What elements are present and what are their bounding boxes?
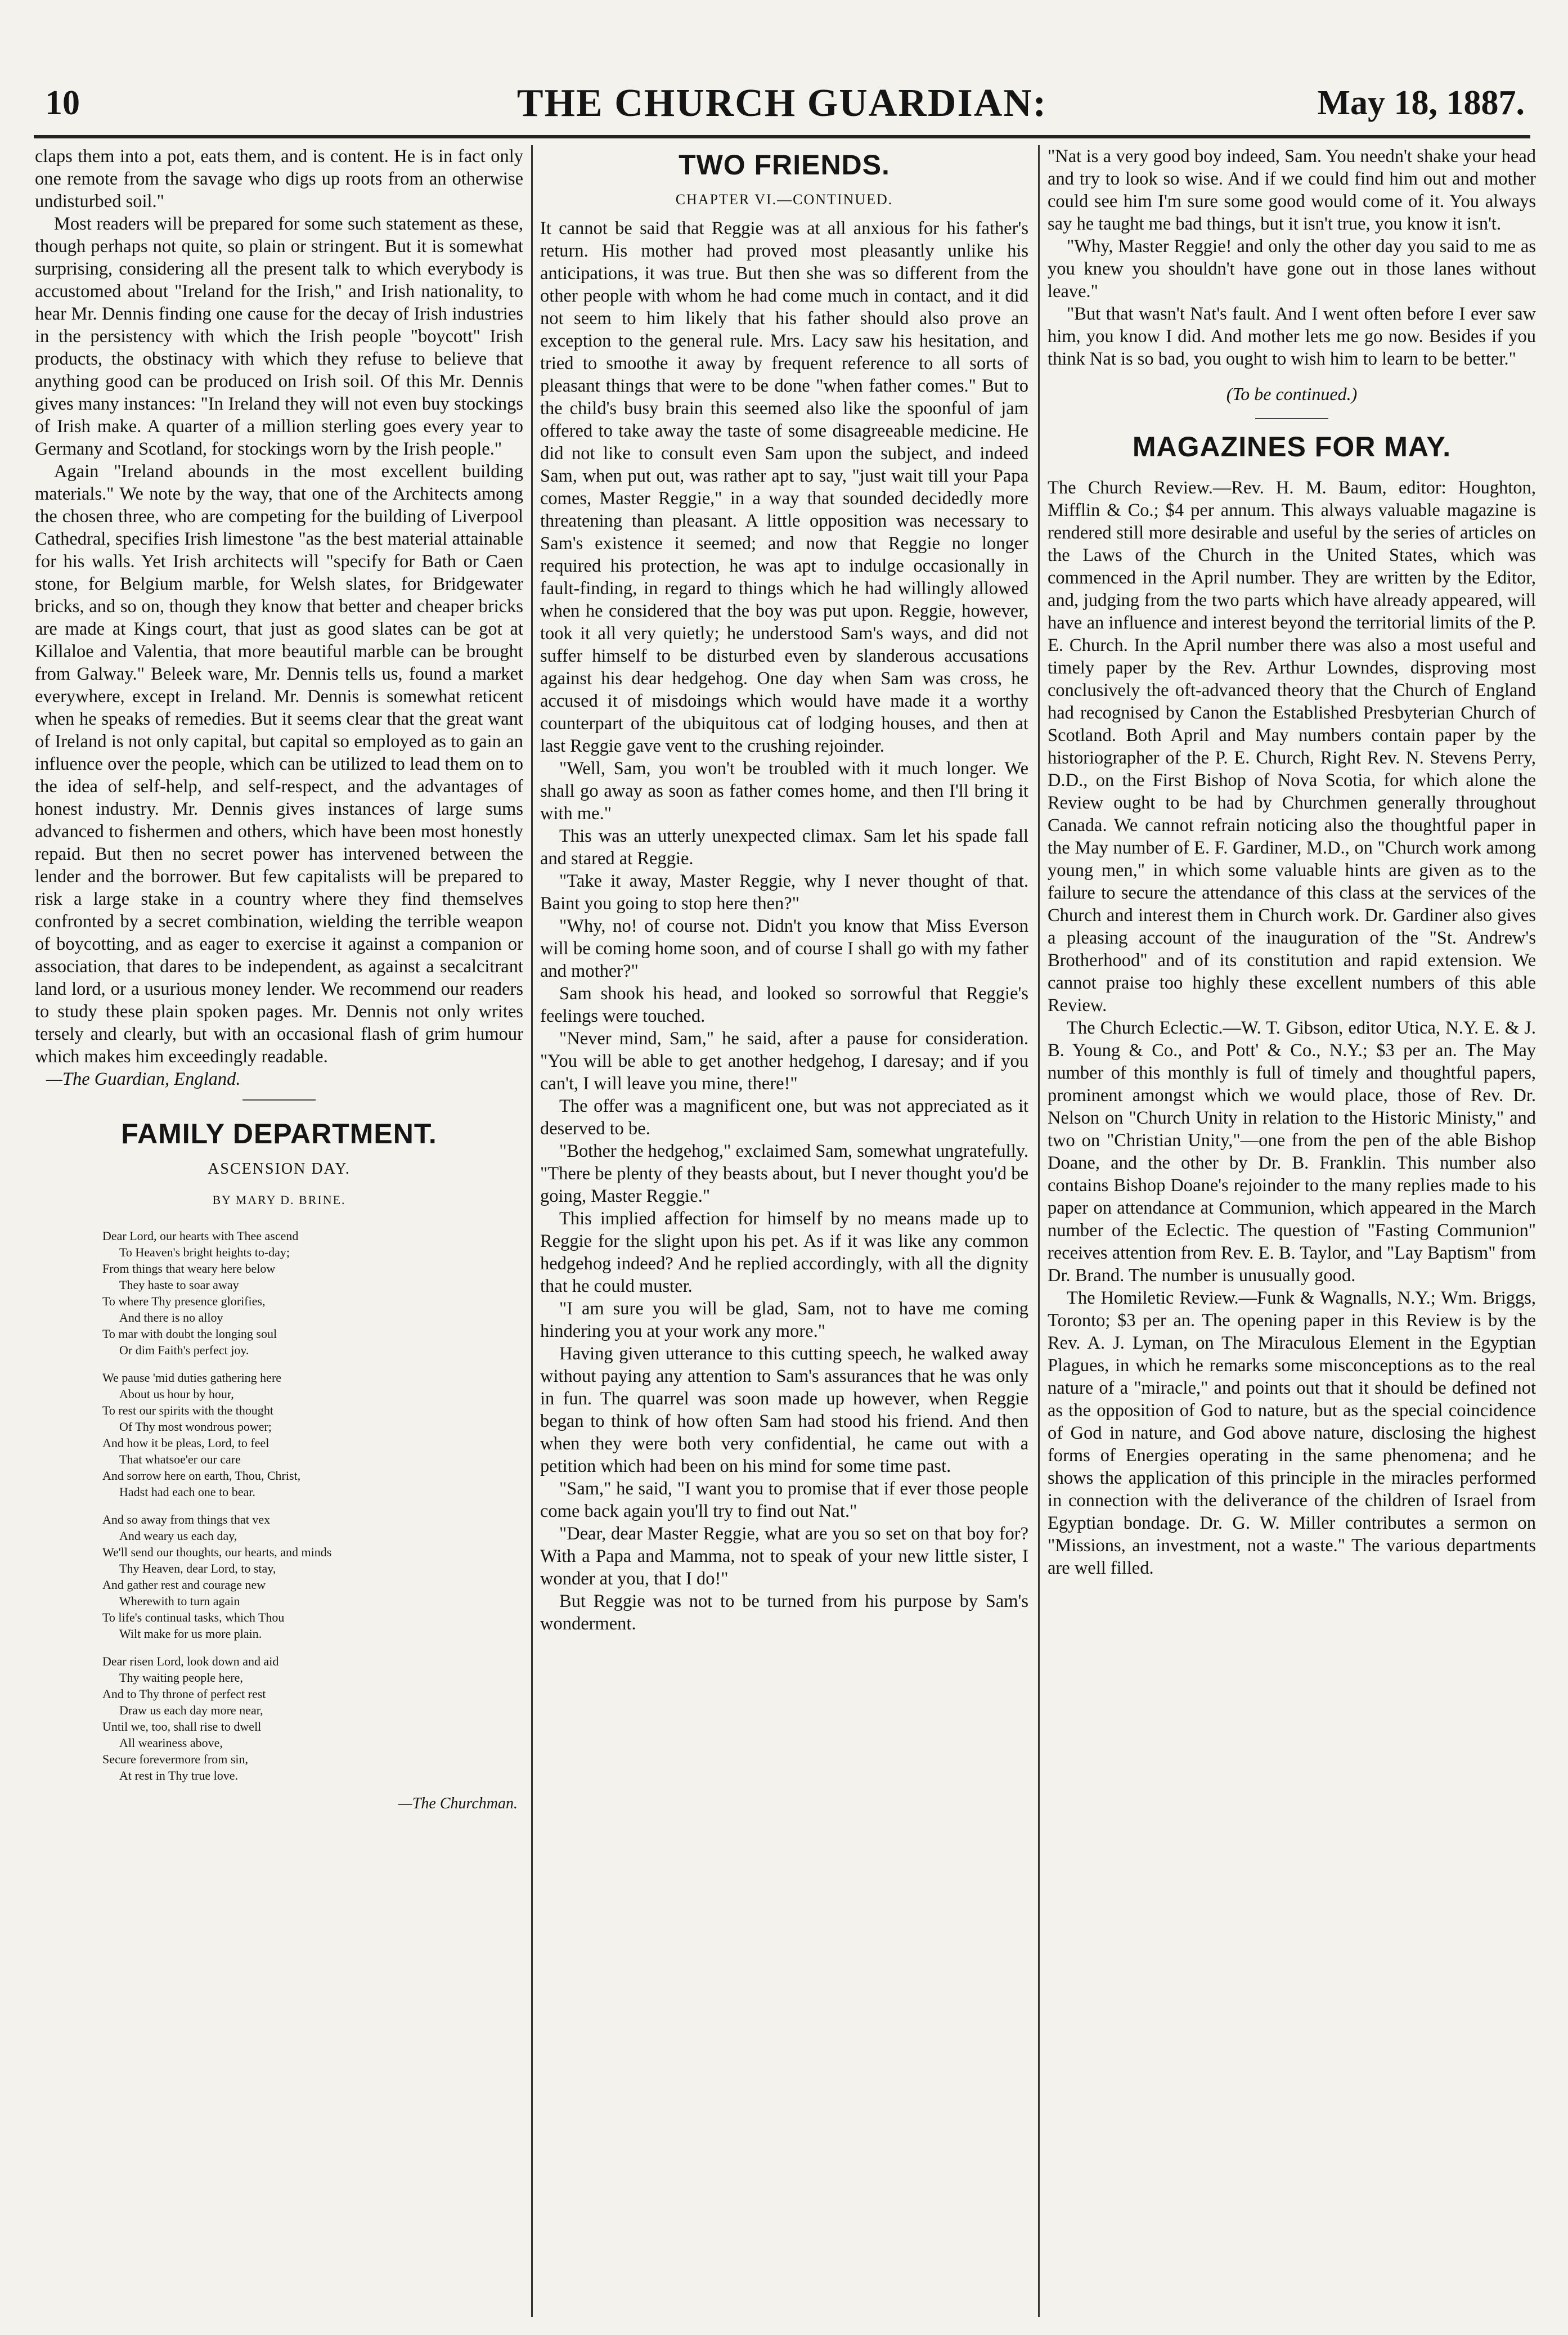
poem-line: And sorrow here on earth, Thou, Christ, <box>102 1469 301 1483</box>
article-paragraph: Most readers will be prepared for some such statement as these, though perhaps not quite, so plain or stringent. But it is somewhat surprising, considering all the present talk to which everybody is accustomed about "Ireland for the Irish," and Irish nationality, to hear Mr. Dennis finding one cause for the decay of Irish industries in the persistency with which the Irish people "boycott" Irish products, the obstinacy with which they refuse to believe that anything good can be produced on Irish soil. Of this Mr. Dennis gives many instances: "In Ireland they will not even buy stockings of Irish make. A quarter of a million sterling goes every year to Germany and Scotland, for stockings worn by the Irish people." <box>35 214 523 459</box>
section-rule <box>1255 418 1328 419</box>
poem-line: To Heaven's bright heights to-day; <box>119 1245 290 1259</box>
story-paragraph: "Bother the hedgehog," exclaimed Sam, somewhat ungratefully. "There be plenty of they beasts about, but I never thought you'd be going, Master Reggie." <box>540 1141 1028 1206</box>
poem-line: Thy waiting people here, <box>119 1671 243 1685</box>
story-paragraph: "Well, Sam, you won't be troubled with it much longer. We shall go away as soon as father comes home, and then I'll bring it with me." <box>540 758 1028 824</box>
poem-line: And gather rest and courage new <box>102 1578 266 1592</box>
article-source: —The Guardian, England. <box>46 1069 241 1089</box>
story-paragraph: "Why, no! of course not. Didn't you know that Miss Everson will be coming home soon, and of course I shall go with my father and mother?" <box>540 916 1028 981</box>
column-left <box>35 145 523 2317</box>
story-paragraph: This was an utterly unexpected climax. Sam let his spade fall and stared at Reggie. <box>540 826 1028 869</box>
magazine-review: The Church Review.—Rev. H. M. Baum, editor: Houghton, Mifflin & Co.; $4 per annum. This always valuable magazine is rendered still more desirable and useful by the series of articles on the Laws of the Church in the United States, which was commenced in the April number. They are written by the Editor, and, judging from the two parts which have already appeared, will have an influence and interest beyond the territorial limits of the P. E. Church. In the April number there was also a most useful and timely paper by the Rev. Arthur Lowndes, disproving most conclusively the oft-advanced theory that the Church of England had recognised by Canon the Established Presbyterian Church of Scotland. Both April and May numbers contain paper by the historiographer of the P. E. Church, Right Rev. N. Stevens Perry, D.D., on the First Bishop of Nova Scotia, for which alone the Review ought to be had by Churchmen generally throughout Canada. We cannot refrain noticing also the thoughtful paper in the May number of E. F. Gardiner, M.D., on "Church work among young men," in which some valuable hints are given as to the failure to secure the attendance of this class at the services of the Church and interest them in Church work. Dr. Gardiner also gives a pleasing account of the inauguration of the "St. Andrew's Brotherhood" and of its constitution and rapid extension. We cannot praise too highly these excellent numbers of this able Review. <box>1048 478 1536 1016</box>
story-paragraph: This implied affection for himself by no means made up to Reggie for the slight upon his pet. As if it was like any common hedgehog indeed? And he replied accordingly, with all the dignity that he could muster. <box>540 1209 1028 1296</box>
story-heading: TWO FRIENDS. <box>679 149 890 181</box>
poem-line: They haste to soar away <box>119 1278 239 1292</box>
poem-line: Of Thy most wondrous power; <box>119 1420 272 1434</box>
newspaper-title: THE CHURCH GUARDIAN: <box>516 82 1048 125</box>
family-department-heading: FAMILY DEPARTMENT. <box>121 1118 437 1149</box>
poem-stanza <box>102 1511 523 1642</box>
magazine-review: The Church Eclectic.—W. T. Gibson, editor Utica, N.Y. E. & J. B. Young & Co., and Pott' & Co., N.Y.; $3 per an. The May number of this monthly is full of timely and thoughtful papers, prominent amongst which we would place, those of Rev. Dr. Nelson on "Church Unity in relation to the Historic Ministy," and two on "Christian Unity,"—one from the pen of the able Bishop Doane, and the other by Dr. B. Franklin. This number also contains Bishop Doane's rejoinder to the many replies made to his paper on attendance at Communion, which appeared in the March number of the Eclectic. The question of "Fasting Communion" receives attention from Rev. E. B. Taylor, and "Lay Baptism" from Dr. Brand. The number is unusually good. <box>1048 1018 1536 1286</box>
story-paragraph: "I am sure you will be glad, Sam, not to have me coming hindering you at your work any more." <box>540 1299 1028 1341</box>
story-paragraph: It cannot be said that Reggie was at all anxious for his father's return. His mother had proved most pleasantly unlike his anticipations, it was true. But then she was so different from the other people with whom he had come much in contact, and it did not seem to him likely that his father should also prove an exception to the general rule. Mrs. Lacy saw his hesitation, and tried to smoothe it away by frequent reference to all sorts of pleasant things that were to be done "when father comes." But to the child's busy brain this seemed also like the spoonful of jam offered to take away the taste of some disagreeable medicine. He did not like to consult even Sam upon the subject, and indeed Sam, when put out, was rather apt to say, "just wait till your Papa comes, Master Reggie," in a way that sounded decidedly more threatening than pleasant. A little opposition was necessary to Sam's existence it seemed; and now that Reggie no longer required his protection, he was apt to indulge occasionally in fault-finding, in regard to things which he had willingly allowed when he considered that the boy was put upon. Reggie, however, took it all very quietly; he understood Sam's ways, and did not suffer himself to be disturbed even by slanderous accusations against his dear hedgehog. One day when Sam was cross, he accused it of misdoings which would have made it a worthy counterpart of the ubiquitous cat of lodging houses, and then at last Reggie gave vent to the crushing rejoinder. <box>540 218 1028 756</box>
to-be-continued: (To be continued.) <box>1226 384 1358 404</box>
poem-source: —The Churchman. <box>398 1795 518 1812</box>
story-paragraph: Sam shook his head, and looked so sorrowful that Reggie's feelings were touched. <box>540 984 1028 1026</box>
column-right <box>1048 145 1536 2317</box>
magazine-review: The Homiletic Review.—Funk & Wagnalls, N.Y.; Wm. Briggs, Toronto; $3 per an. The opening paper in this Review is by the Rev. A. J. Lyman, on The Miraculous Element in the Egyptian Plagues, in which he remarks some misconceptions as to the real nature of a "miracle," and points out that it should be defined not as the opposition of God to nature, but as the special coincidence of God in nature, and God above nature, disclosing the highest forms of Energies operating in the same phenomena; and he shows the application of this principle in the miracles performed in connection with the deliverance of the children of Israel from Egyptian bondage. Dr. G. W. Miller contributes a sermon on "Missions, an investment, not a waste." The various departments are well filled. <box>1048 1288 1536 1578</box>
poem-stanza <box>102 1653 523 1784</box>
poem-line: All weariness above, <box>119 1736 223 1750</box>
story-paragraph: Having given utterance to this cutting speech, he walked away without paying any attention to Sam's assurances that he was only in fun. The quarrel was soon made up however, when Reggie began to think of how often Sam had stood his friend. And then when they were both very confidential, he came out with a petition which had been on his mind for some time past. <box>540 1344 1028 1476</box>
story-paragraph: "But that wasn't Nat's fault. And I went often before I ever saw him, you know I did. And mother lets me go now. Besides if you think Nat is so bad, you ought to wish him to learn to be better." <box>1048 304 1536 369</box>
poem <box>102 1228 523 1784</box>
poem-line: And how it be pleas, Lord, to feel <box>102 1436 269 1450</box>
chapter-label: CHAPTER VI.—CONTINUED. <box>675 191 893 208</box>
poem-line: And so away from things that vex <box>102 1512 271 1526</box>
poem-line: From things that weary here below <box>102 1261 276 1276</box>
poem-line: Secure forevermore from sin, <box>102 1752 249 1766</box>
poem-line: To where Thy presence glorifies, <box>102 1294 266 1308</box>
poem-line: About us hour by hour, <box>119 1387 234 1401</box>
story-paragraph: "Sam," he said, "I want you to promise that if ever those people come back again you'll try to find out Nat." <box>540 1479 1028 1521</box>
poem-line: That whatsoe'er our care <box>119 1452 241 1466</box>
poem-line: At rest in Thy true love. <box>119 1768 238 1782</box>
poem-line: And weary us each day, <box>119 1529 237 1543</box>
poem-line: To life's continual tasks, which Thou <box>102 1610 285 1624</box>
poem-line: Wilt make for us more plain. <box>119 1627 262 1641</box>
column-divider <box>1038 145 1040 2317</box>
column-middle <box>540 145 1028 2317</box>
poem-line: Draw us each day more near, <box>119 1703 263 1717</box>
masthead-rule <box>34 135 1530 138</box>
poem-line: Dear Lord, our hearts with Thee ascend <box>102 1229 299 1243</box>
poem-author: BY MARY D. BRINE. <box>212 1193 346 1207</box>
story-paragraph: "Nat is a very good boy indeed, Sam. You needn't shake your head and try to look so wise. And if we could find him out and mother could see him I'm sure some good would come of it. You always say he taught me bad things, but it isn't true, you know it isn't. <box>1048 146 1536 234</box>
poem-line: And there is no alloy <box>119 1310 223 1324</box>
poem-line: Until we, too, shall rise to dwell <box>102 1719 262 1734</box>
page-number: 10 <box>45 84 80 122</box>
poem-line: To rest our spirits with the thought <box>102 1403 273 1417</box>
masthead <box>34 73 1530 135</box>
poem-line: Wherewith to turn again <box>119 1594 240 1608</box>
issue-date: May 18, 1887. <box>1317 84 1525 122</box>
article-paragraph: claps them into a pot, eats them, and is content. He is in fact only one remote from the savage who digs up roots from an otherwise undisturbed soil." <box>35 146 523 212</box>
poem-line: Or dim Faith's perfect joy. <box>119 1343 249 1357</box>
story-paragraph: "Take it away, Master Reggie, why I never thought of that. Baint you going to stop here then?" <box>540 871 1028 914</box>
poem-stanza <box>102 1369 523 1500</box>
story-paragraph: The offer was a magnificent one, but was not appreciated as it deserved to be. <box>540 1096 1028 1139</box>
poem-line: Dear risen Lord, look down and aid <box>102 1654 279 1668</box>
story-paragraph: "Why, Master Reggie! and only the other day you said to me as you knew you shouldn't have gone out in those lanes without leave." <box>1048 236 1536 302</box>
poem-line: We'll send our thoughts, our hearts, and minds <box>102 1545 332 1559</box>
poem-stanza <box>102 1228 523 1358</box>
poem-line: Thy Heaven, dear Lord, to stay, <box>119 1561 276 1575</box>
magazines-heading: MAGAZINES FOR MAY. <box>1132 431 1452 462</box>
poem-line: And to Thy throne of perfect rest <box>102 1687 266 1701</box>
poem-line: Hadst had each one to bear. <box>119 1485 255 1499</box>
poem-line: To mar with doubt the longing soul <box>102 1327 277 1341</box>
section-rule <box>242 1099 316 1101</box>
poem-line: We pause 'mid duties gathering here <box>102 1371 282 1385</box>
article-paragraph: Again "Ireland abounds in the most excellent building materials." We note by the way, that one of the Architects among the chosen three, who are competing for the building of Liverpool Cathedral, specifies Irish limestone "as the best material attainable for his walls. Yet Irish architects will "specify for Bath or Caen stone, for Belgium marble, for Welsh slates, for Bridgewater bricks, and so on, though they know that better and cheaper bricks are made at Kings court, that just as good slates can be got at Killaloe and Valentia, that more beautiful marble can be brought from Galway." Beleek ware, Mr. Dennis tells us, found a market everywhere, except in Ireland. Mr. Dennis is somewhat reticent when he speaks of remedies. But it seems clear that the great want of Ireland is not only capital, but capital so employed as to gain an influence over the people, which can be utilized to lead them on to the idea of self-help, and self-respect, and the advantages of honest industry. Mr. Dennis gives instances of large sums advanced to fishermen and others, which have been most honestly repaid. But then no secret power has intervened between the lender and the borrower. But few capitalists will be prepared to risk a large stake in a country where they find themselves confronted by a secret combination, wielding the terrible weapon of boycotting, and as eager to exercise it against a companion or association, that dares to be independent, as against a secalcitrant land lord, or a usurious money lender. We recommend our readers to study these plain spoken pages. Mr. Dennis not only writes tersely and clearly, but with an occasional flash of grim humour which makes him exceedingly readable. <box>35 461 523 1067</box>
poem-title: ASCENSION DAY. <box>208 1160 351 1178</box>
story-paragraph: "Never mind, Sam," he said, after a pause for consideration. "You will be able to get another hedgehog, I daresay; and if you can't, I will leave you mine, there!" <box>540 1029 1028 1094</box>
story-paragraph: "Dear, dear Master Reggie, what are you so set on that boy for? With a Papa and Mamma, not to speak of your new little sister, I wonder at you, that I do!" <box>540 1524 1028 1589</box>
column-divider <box>531 145 533 2317</box>
story-paragraph: But Reggie was not to be turned from his purpose by Sam's wonderment. <box>540 1591 1028 1634</box>
